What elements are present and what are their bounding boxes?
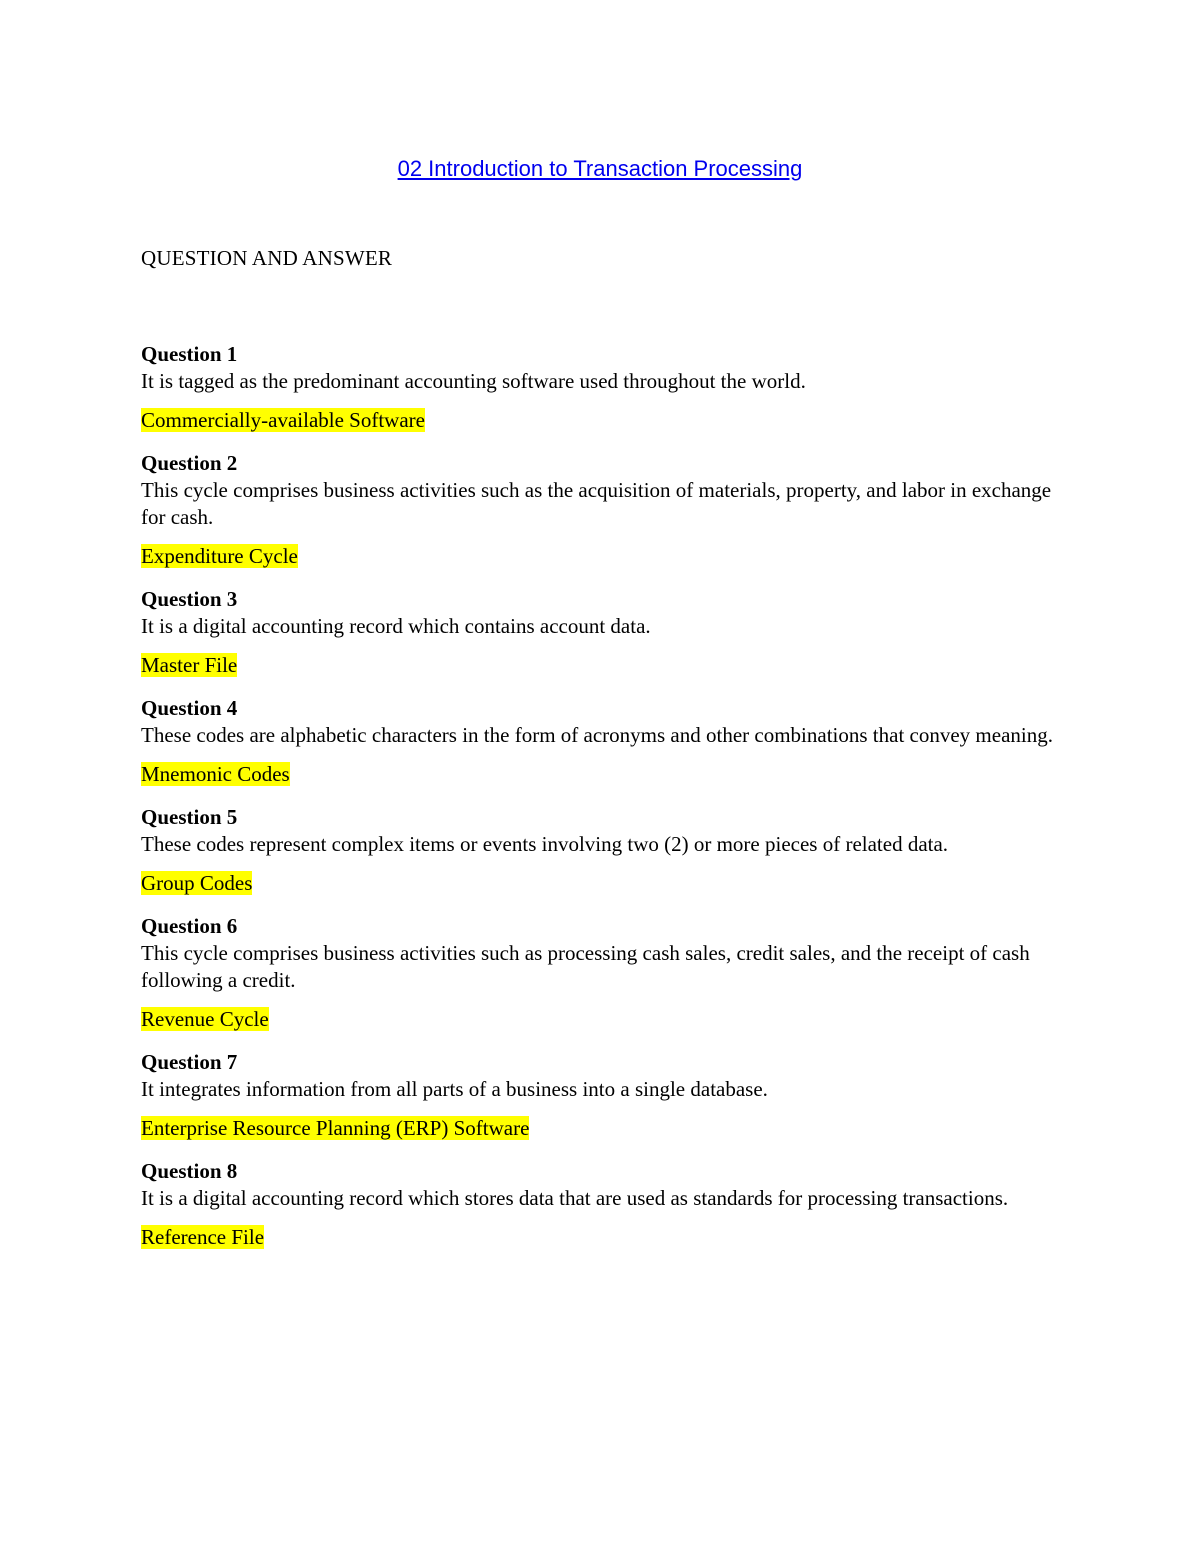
question-text: These codes represent complex items or events involving two (2) or more pieces of related data.: [141, 832, 949, 856]
answer-highlight: Enterprise Resource Planning (ERP) Software: [141, 1116, 530, 1140]
answer-highlight: Revenue Cycle: [141, 1007, 269, 1031]
question-text: It is a digital accounting record which contains account data.: [141, 614, 651, 638]
question-text: It integrates information from all parts of a business into a single database.: [141, 1077, 768, 1101]
qa-item-1: [141, 341, 1061, 436]
question-text: It is a digital accounting record which stores data that are used as standards for processing transactions.: [141, 1186, 1009, 1210]
qa-item-3: [141, 586, 1061, 681]
qa-item-2: [141, 450, 1061, 572]
answer-line: [141, 761, 1061, 790]
answer-highlight: Mnemonic Codes: [141, 762, 290, 786]
title-container: [0, 156, 1200, 182]
question-text: This cycle comprises business activities such as the acquisition of materials, property, and labor in exchange for cash.: [141, 478, 1052, 529]
question-label: Question 6: [141, 914, 238, 938]
answer-highlight: Commercially-available Software: [141, 408, 425, 432]
qa-item-8: [141, 1158, 1061, 1253]
question-label: Question 4: [141, 696, 238, 720]
qa-item-6: [141, 913, 1061, 1035]
qa-item-7: [141, 1049, 1061, 1144]
question-label: Question 5: [141, 805, 238, 829]
answer-highlight: Reference File: [141, 1225, 265, 1249]
question-text: These codes are alphabetic characters in the form of acronyms and other combinations that convey meaning.: [141, 723, 1053, 747]
section-heading: QUESTION AND ANSWER: [141, 246, 393, 270]
answer-line: [141, 407, 1061, 436]
answer-highlight: Master File: [141, 653, 238, 677]
answer-highlight: Expenditure Cycle: [141, 544, 298, 568]
question-label: Question 1: [141, 342, 238, 366]
answer-line: [141, 543, 1061, 572]
question-label: Question 7: [141, 1050, 238, 1074]
document-title-link[interactable]: 02 Introduction to Transaction Processing: [397, 156, 803, 181]
qa-list: [141, 341, 1061, 1267]
answer-line: [141, 1115, 1061, 1144]
question-text: This cycle comprises business activities such as processing cash sales, credit sales, and the receipt of cash following a credit.: [141, 941, 1030, 992]
answer-line: [141, 1224, 1061, 1253]
answer-line: [141, 1006, 1061, 1035]
question-label: Question 8: [141, 1159, 238, 1183]
qa-item-4: [141, 695, 1061, 790]
question-label: Question 3: [141, 587, 238, 611]
question-label: Question 2: [141, 451, 238, 475]
answer-line: [141, 652, 1061, 681]
answer-line: [141, 870, 1061, 899]
answer-highlight: Group Codes: [141, 871, 253, 895]
qa-item-5: [141, 804, 1061, 899]
question-text: It is tagged as the predominant accounting software used throughout the world.: [141, 369, 806, 393]
